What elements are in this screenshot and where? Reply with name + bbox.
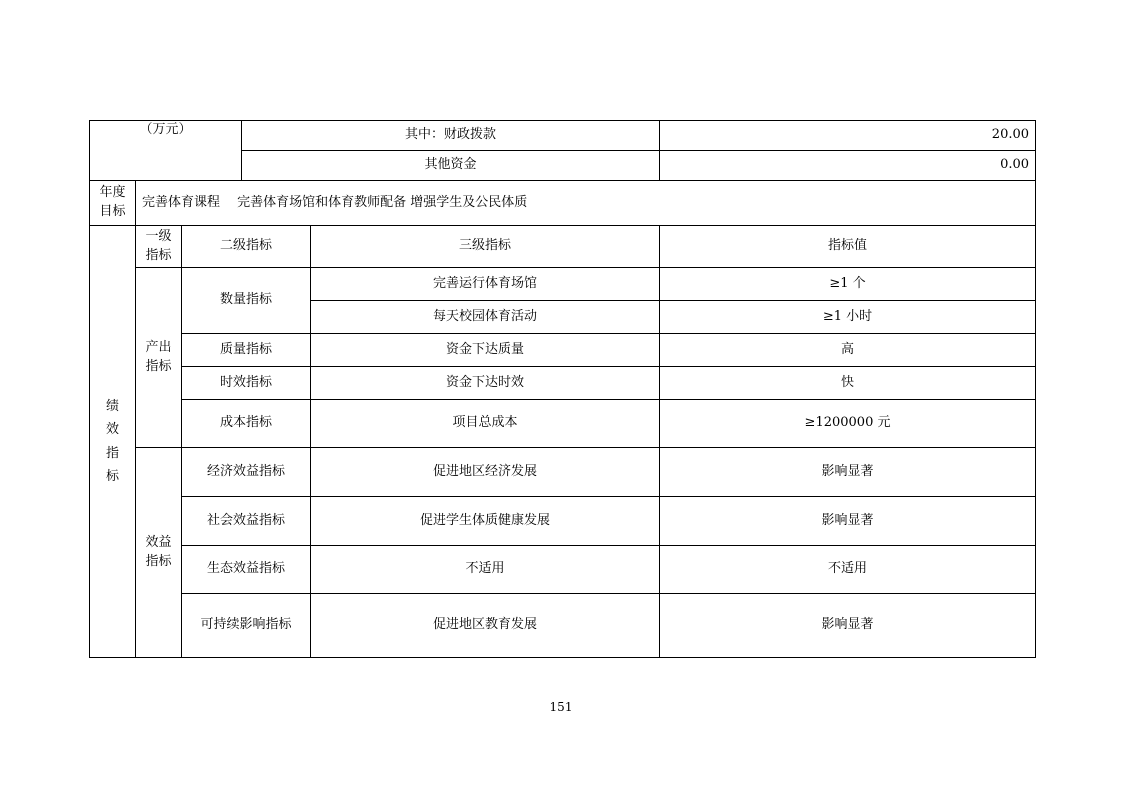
performance-table (89, 120, 1036, 658)
fiscal-label: 其中：财政拨款 (405, 127, 497, 143)
value-header: 指标值 (828, 238, 868, 254)
annual-goal-text-cell (136, 181, 1036, 226)
performance-indicator-label-cell (90, 226, 136, 658)
value-cell (660, 268, 1036, 301)
indicator-cell (311, 448, 660, 497)
indicator-value: ≥1 个 (829, 275, 866, 291)
indicator-cell (311, 497, 660, 546)
indicator-cell (311, 301, 660, 334)
indicator-value: 影响显著 (821, 463, 874, 479)
table-row (90, 268, 1036, 301)
sustainable-indicator-cell (182, 594, 311, 658)
perf-label-char-1: 绩 (105, 398, 119, 414)
other-value-cell (660, 151, 1036, 181)
page-number: 151 (549, 700, 573, 714)
indicator-header-row (90, 226, 1036, 268)
ecological-indicator-label: 生态效益指标 (206, 561, 285, 577)
indicator-value: 影响显著 (821, 512, 874, 528)
other-funds-value: 0.00 (1000, 157, 1030, 173)
value-cell (660, 448, 1036, 497)
indicator-value: 不适用 (828, 561, 868, 577)
indicator-text: 资金下达时效 (446, 374, 525, 390)
timeliness-indicator-label: 时效指标 (219, 374, 272, 390)
level2-header: 二级指标 (219, 238, 272, 254)
indicator-cell (311, 268, 660, 301)
indicator-text: 项目总成本 (452, 415, 518, 431)
table-row (90, 367, 1036, 400)
perf-label-char-4: 标 (105, 468, 119, 484)
budget-unit-cell (90, 121, 242, 181)
table-row (90, 497, 1036, 546)
indicator-value: ≥1200000 元 (804, 415, 891, 431)
value-cell (660, 546, 1036, 594)
level1-header-line1: 一级 (145, 228, 172, 244)
annual-goal-label-line2: 目标 (99, 204, 126, 219)
quality-indicator-label: 质量指标 (219, 341, 272, 357)
indicator-value: 快 (841, 374, 855, 390)
indicator-value: ≥1 小时 (822, 308, 873, 324)
value-cell (660, 334, 1036, 367)
output-label-line1: 产出 (145, 339, 172, 355)
indicator-text: 促进地区教育发展 (433, 617, 538, 633)
perf-label-char-3: 指 (105, 445, 119, 461)
quantity-indicator-label: 数量指标 (219, 292, 272, 308)
value-cell (660, 497, 1036, 546)
budget-unit-label: （万元） (139, 122, 192, 137)
social-indicator-label: 社会效益指标 (206, 512, 285, 528)
other-funds-label: 其他资金 (424, 157, 477, 173)
social-indicator-cell (182, 497, 311, 546)
indicator-cell (311, 546, 660, 594)
level3-header: 三级指标 (459, 238, 512, 254)
fiscal-value-cell (660, 121, 1036, 151)
indicator-text: 每天校园体育活动 (433, 308, 538, 324)
cost-indicator-label: 成本指标 (219, 415, 272, 431)
level1-header-line2: 指标 (145, 247, 172, 263)
quality-indicator-cell (182, 334, 311, 367)
economic-indicator-label: 经济效益指标 (206, 463, 285, 479)
value-cell (660, 367, 1036, 400)
indicator-cell (311, 334, 660, 367)
annual-goal-label-line1: 年度 (99, 185, 126, 201)
benefit-label-line2: 指标 (145, 553, 172, 569)
value-cell (660, 301, 1036, 334)
economic-indicator-cell (182, 448, 311, 497)
level1-header-cell (136, 226, 182, 268)
indicator-text: 不适用 (465, 561, 505, 577)
table-row (90, 448, 1036, 497)
indicator-cell (311, 400, 660, 448)
table-row (90, 594, 1036, 658)
timeliness-indicator-cell (182, 367, 311, 400)
cost-indicator-cell (182, 400, 311, 448)
indicator-text: 促进地区经济发展 (433, 463, 538, 479)
indicator-text: 促进学生体质健康发展 (420, 512, 551, 528)
level2-header-cell (182, 226, 311, 268)
benefit-indicator-label-cell (136, 448, 182, 658)
output-label-line2: 指标 (145, 358, 172, 374)
ecological-indicator-cell (182, 546, 311, 594)
indicator-cell (311, 367, 660, 400)
indicator-value: 高 (841, 341, 855, 357)
indicator-text: 完善运行体育场馆 (433, 275, 538, 291)
fiscal-label-cell (242, 121, 660, 151)
benefit-label-line1: 效益 (145, 534, 172, 550)
value-cell (660, 594, 1036, 658)
budget-row-fiscal (90, 121, 1036, 151)
fiscal-value: 20.00 (991, 127, 1030, 143)
level3-header-cell (311, 226, 660, 268)
table-row (90, 334, 1036, 367)
indicator-text: 资金下达质量 (446, 341, 525, 357)
annual-goal-row (90, 181, 1036, 226)
output-indicator-label-cell (136, 268, 182, 448)
value-cell (660, 400, 1036, 448)
table-row (90, 546, 1036, 594)
table-row (90, 400, 1036, 448)
perf-label-char-2: 效 (105, 422, 119, 438)
other-label-cell (242, 151, 660, 181)
indicator-value: 影响显著 (821, 617, 874, 633)
annual-goal-text: 完善体育课程 完善体育场馆和体育教师配备 增强学生及公民体质 (142, 194, 528, 210)
quantity-indicator-cell (182, 268, 311, 334)
annual-goal-label-cell (90, 181, 136, 226)
indicator-cell (311, 594, 660, 658)
sustainable-indicator-label: 可持续影响指标 (200, 617, 292, 633)
value-header-cell (660, 226, 1036, 268)
